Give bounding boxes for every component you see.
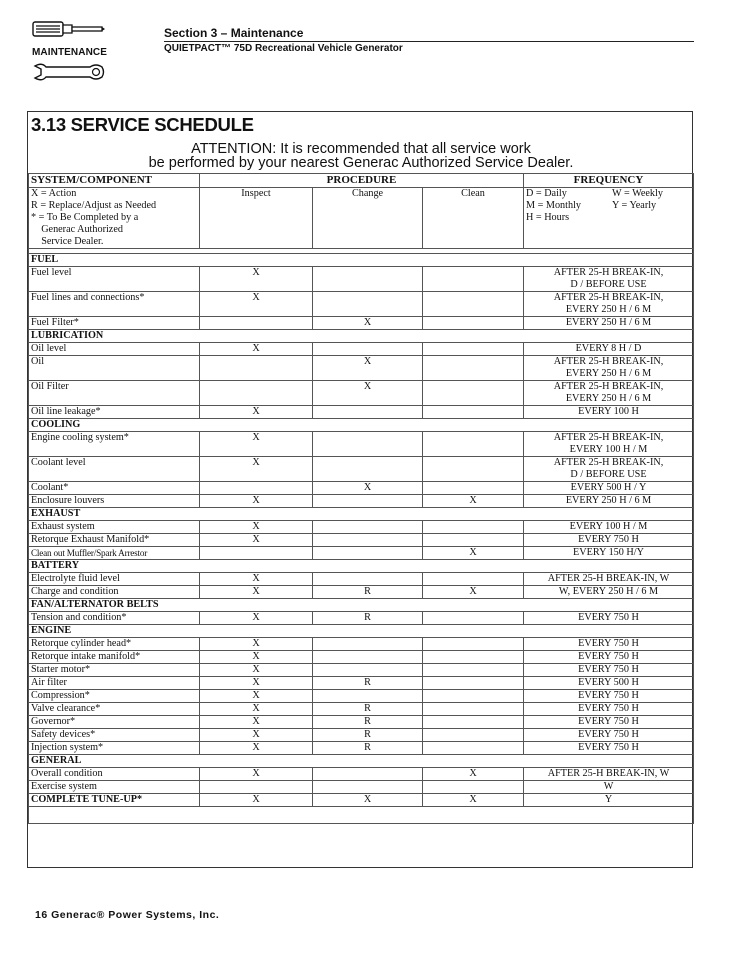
change-cell [313, 768, 423, 781]
change-cell [313, 547, 423, 560]
component-cell: Oil line leakage* [29, 406, 200, 419]
clean-cell [423, 521, 524, 534]
component-cell: Retorque cylinder head* [29, 638, 200, 651]
clean-cell [423, 406, 524, 419]
change-cell [313, 521, 423, 534]
category-label: LUBRICATION [29, 330, 694, 343]
clean-cell [423, 343, 524, 356]
inspect-cell: X [200, 432, 313, 457]
category-row [29, 625, 694, 638]
component-cell: Overall condition [29, 768, 200, 781]
table-row [29, 703, 694, 716]
legend-item: Service Dealer. [31, 236, 104, 247]
clean-cell: X [423, 495, 524, 508]
inspect-cell: X [200, 343, 313, 356]
component-cell: Engine cooling system* [29, 432, 200, 457]
inspect-cell [200, 547, 313, 560]
frequency-cell: EVERY 750 H [524, 729, 694, 742]
clean-cell [423, 690, 524, 703]
table-row [29, 457, 694, 482]
component-cell: Governor* [29, 716, 200, 729]
clean-cell [423, 612, 524, 625]
component-cell: Oil [29, 356, 200, 381]
inspect-cell: X [200, 794, 313, 807]
change-subheader: Change [313, 188, 423, 249]
change-cell [313, 292, 423, 317]
component-cell: Oil Filter [29, 381, 200, 406]
table-row [29, 677, 694, 690]
table-row [29, 716, 694, 729]
category-label: ENGINE [29, 625, 694, 638]
wrench-icon [32, 61, 106, 83]
frequency-cell: EVERY 750 H [524, 651, 694, 664]
clean-cell [423, 457, 524, 482]
inspect-cell: X [200, 742, 313, 755]
inspect-cell: X [200, 690, 313, 703]
legend-monthly: M = Monthly [526, 200, 581, 211]
change-cell [313, 406, 423, 419]
frequency-header: FREQUENCY [524, 174, 694, 188]
component-cell: Starter motor* [29, 664, 200, 677]
frequency-cell: AFTER 25-H BREAK-IN, EVERY 250 H / 6 M [524, 356, 694, 381]
change-cell: X [313, 482, 423, 495]
product-name: QUIETPACT™ 75D Recreational Vehicle Generator [164, 43, 403, 54]
clean-cell: X [423, 768, 524, 781]
table-row [29, 742, 694, 755]
change-cell: R [313, 586, 423, 599]
system-header: SYSTEM/COMPONENT [29, 174, 200, 188]
change-cell [313, 690, 423, 703]
category-row [29, 419, 694, 432]
clean-cell [423, 482, 524, 495]
table-row [29, 794, 694, 807]
table-row [29, 482, 694, 495]
frequency-cell: EVERY 750 H [524, 612, 694, 625]
change-cell [313, 573, 423, 586]
inspect-cell: X [200, 495, 313, 508]
table-row [29, 586, 694, 599]
clean-cell [423, 677, 524, 690]
frequency-cell: AFTER 25-H BREAK-IN, D / BEFORE USE [524, 457, 694, 482]
inspect-cell: X [200, 716, 313, 729]
clean-cell [423, 267, 524, 292]
component-cell: Air filter [29, 677, 200, 690]
frequency-cell: EVERY 750 H [524, 638, 694, 651]
change-cell: R [313, 729, 423, 742]
clean-cell [423, 356, 524, 381]
change-cell [313, 457, 423, 482]
table-row [29, 729, 694, 742]
frequency-cell: EVERY 750 H [524, 664, 694, 677]
component-cell: Compression* [29, 690, 200, 703]
change-cell: X [313, 794, 423, 807]
component-cell: Coolant* [29, 482, 200, 495]
inspect-cell [200, 317, 313, 330]
component-cell: Exhaust system [29, 521, 200, 534]
clean-cell: X [423, 547, 524, 560]
category-row [29, 508, 694, 521]
clean-cell: X [423, 794, 524, 807]
header-rule [164, 41, 694, 42]
service-schedule-box [27, 111, 693, 868]
inspect-cell: X [200, 729, 313, 742]
maintenance-badge [32, 18, 106, 88]
inspect-cell: X [200, 267, 313, 292]
clean-cell [423, 432, 524, 457]
legend-yearly: Y = Yearly [612, 200, 657, 211]
table-row [29, 317, 694, 330]
clean-cell [423, 638, 524, 651]
table-header-row [29, 174, 694, 188]
frequency-cell: EVERY 250 H / 6 M [524, 495, 694, 508]
frequency-cell: W [524, 781, 694, 794]
category-label: COOLING [29, 419, 694, 432]
table-row [29, 664, 694, 677]
change-cell: R [313, 703, 423, 716]
table-row [29, 406, 694, 419]
frequency-cell: Y [524, 794, 694, 807]
component-cell: Fuel Filter* [29, 317, 200, 330]
frequency-cell: W, EVERY 250 H / 6 M [524, 586, 694, 599]
table-row [29, 267, 694, 292]
clean-cell [423, 292, 524, 317]
change-cell: R [313, 677, 423, 690]
clean-subheader: Clean [423, 188, 524, 249]
change-cell [313, 343, 423, 356]
frequency-cell: AFTER 25-H BREAK-IN, W [524, 573, 694, 586]
category-row [29, 330, 694, 343]
legend-item: * = To Be Completed by a [31, 212, 139, 223]
frequency-cell: EVERY 8 H / D [524, 343, 694, 356]
clean-cell [423, 381, 524, 406]
clean-cell [423, 534, 524, 547]
frequency-cell: EVERY 750 H [524, 534, 694, 547]
clean-cell [423, 651, 524, 664]
clean-cell [423, 781, 524, 794]
page-footer: 16 Generac® Power Systems, Inc. [35, 909, 220, 921]
table-row [29, 521, 694, 534]
clean-cell [423, 664, 524, 677]
table-row [29, 690, 694, 703]
component-cell: Electrolyte fluid level [29, 573, 200, 586]
procedure-header: PROCEDURE [200, 174, 524, 188]
frequency-cell: EVERY 750 H [524, 703, 694, 716]
frequency-cell: EVERY 150 H/Y [524, 547, 694, 560]
change-cell: X [313, 381, 423, 406]
inspect-cell: X [200, 573, 313, 586]
inspect-cell: X [200, 612, 313, 625]
legend-item: Generac Authorized [31, 224, 123, 235]
component-cell: Oil level [29, 343, 200, 356]
change-cell: R [313, 742, 423, 755]
change-cell [313, 534, 423, 547]
change-cell [313, 651, 423, 664]
clean-cell [423, 716, 524, 729]
component-cell: Safety devices* [29, 729, 200, 742]
inspect-cell: X [200, 586, 313, 599]
component-cell: Injection system* [29, 742, 200, 755]
component-cell: COMPLETE TUNE-UP* [29, 794, 200, 807]
page-header [164, 26, 694, 54]
table-row [29, 356, 694, 381]
component-cell: Retorque Exhaust Manifold* [29, 534, 200, 547]
change-cell: R [313, 612, 423, 625]
inspect-cell: X [200, 457, 313, 482]
inspect-cell: X [200, 406, 313, 419]
table-row [29, 343, 694, 356]
frequency-cell: EVERY 250 H / 6 M [524, 317, 694, 330]
table-row [29, 781, 694, 794]
legend-weekly: W = Weekly [612, 188, 663, 199]
frequency-cell: EVERY 750 H [524, 690, 694, 703]
frequency-cell: AFTER 25-H BREAK-IN, EVERY 250 H / 6 M [524, 381, 694, 406]
frequency-cell: AFTER 25-H BREAK-IN, EVERY 100 H / M [524, 432, 694, 457]
legend-daily: D = Daily [526, 188, 567, 199]
component-cell: Charge and condition [29, 586, 200, 599]
inspect-cell: X [200, 768, 313, 781]
category-label: EXHAUST [29, 508, 694, 521]
category-row [29, 599, 694, 612]
category-label: FAN/ALTERNATOR BELTS [29, 599, 694, 612]
inspect-cell: X [200, 521, 313, 534]
legend-item: X = Action [31, 188, 77, 199]
maintenance-label: MAINTENANCE [32, 47, 107, 58]
inspect-cell [200, 482, 313, 495]
table-row [29, 292, 694, 317]
clean-cell [423, 703, 524, 716]
clean-cell [423, 317, 524, 330]
table-row [29, 381, 694, 406]
component-cell: Retorque intake manifold* [29, 651, 200, 664]
legend-row [29, 188, 694, 249]
component-cell: Tension and condition* [29, 612, 200, 625]
table-row [29, 495, 694, 508]
category-row [29, 755, 694, 768]
clean-cell [423, 573, 524, 586]
component-cell: Clean out Muffler/Spark Arrestor [29, 547, 200, 560]
frequency-cell: EVERY 100 H [524, 406, 694, 419]
frequency-cell: EVERY 500 H [524, 677, 694, 690]
change-cell: X [313, 317, 423, 330]
category-row [29, 254, 694, 267]
table-row [29, 547, 694, 560]
frequency-cell: EVERY 100 H / M [524, 521, 694, 534]
clean-cell [423, 729, 524, 742]
category-row [29, 560, 694, 573]
frequency-legend [524, 188, 694, 249]
clean-cell [423, 742, 524, 755]
change-cell: R [313, 716, 423, 729]
screwdriver-icon [32, 18, 106, 40]
inspect-cell: X [200, 534, 313, 547]
frequency-cell: AFTER 25-H BREAK-IN, W [524, 768, 694, 781]
table-row [29, 638, 694, 651]
change-cell [313, 495, 423, 508]
inspect-subheader: Inspect [200, 188, 313, 249]
inspect-cell [200, 781, 313, 794]
component-cell: Coolant level [29, 457, 200, 482]
frequency-cell: EVERY 750 H [524, 716, 694, 729]
attention-line-2: be performed by your nearest Generac Authorized Service Dealer. [148, 155, 574, 171]
inspect-cell: X [200, 292, 313, 317]
attention-line-1: ATTENTION: It is recommended that all service work [191, 141, 531, 157]
inspect-cell [200, 356, 313, 381]
section-title: Section 3 – Maintenance [164, 26, 304, 40]
inspect-cell: X [200, 664, 313, 677]
legend-item: R = Replace/Adjust as Needed [31, 200, 157, 211]
inspect-cell: X [200, 677, 313, 690]
category-label: FUEL [29, 254, 694, 267]
change-cell: X [313, 356, 423, 381]
inspect-cell: X [200, 638, 313, 651]
change-cell [313, 432, 423, 457]
inspect-cell: X [200, 703, 313, 716]
legend-hours: H = Hours [526, 212, 570, 223]
change-cell [313, 664, 423, 677]
inspect-cell [200, 381, 313, 406]
clean-cell: X [423, 586, 524, 599]
spacer-row [29, 807, 694, 824]
inspect-cell: X [200, 651, 313, 664]
table-row [29, 768, 694, 781]
component-cell: Exercise system [29, 781, 200, 794]
table-row [29, 573, 694, 586]
component-cell: Fuel lines and connections* [29, 292, 200, 317]
component-cell: Enclosure louvers [29, 495, 200, 508]
component-cell: Valve clearance* [29, 703, 200, 716]
schedule-title: 3.13 SERVICE SCHEDULE [31, 114, 254, 135]
component-cell: Fuel level [29, 267, 200, 292]
frequency-cell: AFTER 25-H BREAK-IN, EVERY 250 H / 6 M [524, 292, 694, 317]
category-label: GENERAL [29, 755, 694, 768]
change-cell [313, 267, 423, 292]
table-row [29, 651, 694, 664]
table-row [29, 432, 694, 457]
action-legend [29, 188, 200, 249]
table-row [29, 534, 694, 547]
frequency-cell: AFTER 25-H BREAK-IN, D / BEFORE USE [524, 267, 694, 292]
table-row [29, 612, 694, 625]
frequency-cell: EVERY 500 H / Y [524, 482, 694, 495]
frequency-cell: EVERY 750 H [524, 742, 694, 755]
change-cell [313, 638, 423, 651]
change-cell [313, 781, 423, 794]
category-label: BATTERY [29, 560, 694, 573]
service-schedule-table [28, 173, 694, 824]
